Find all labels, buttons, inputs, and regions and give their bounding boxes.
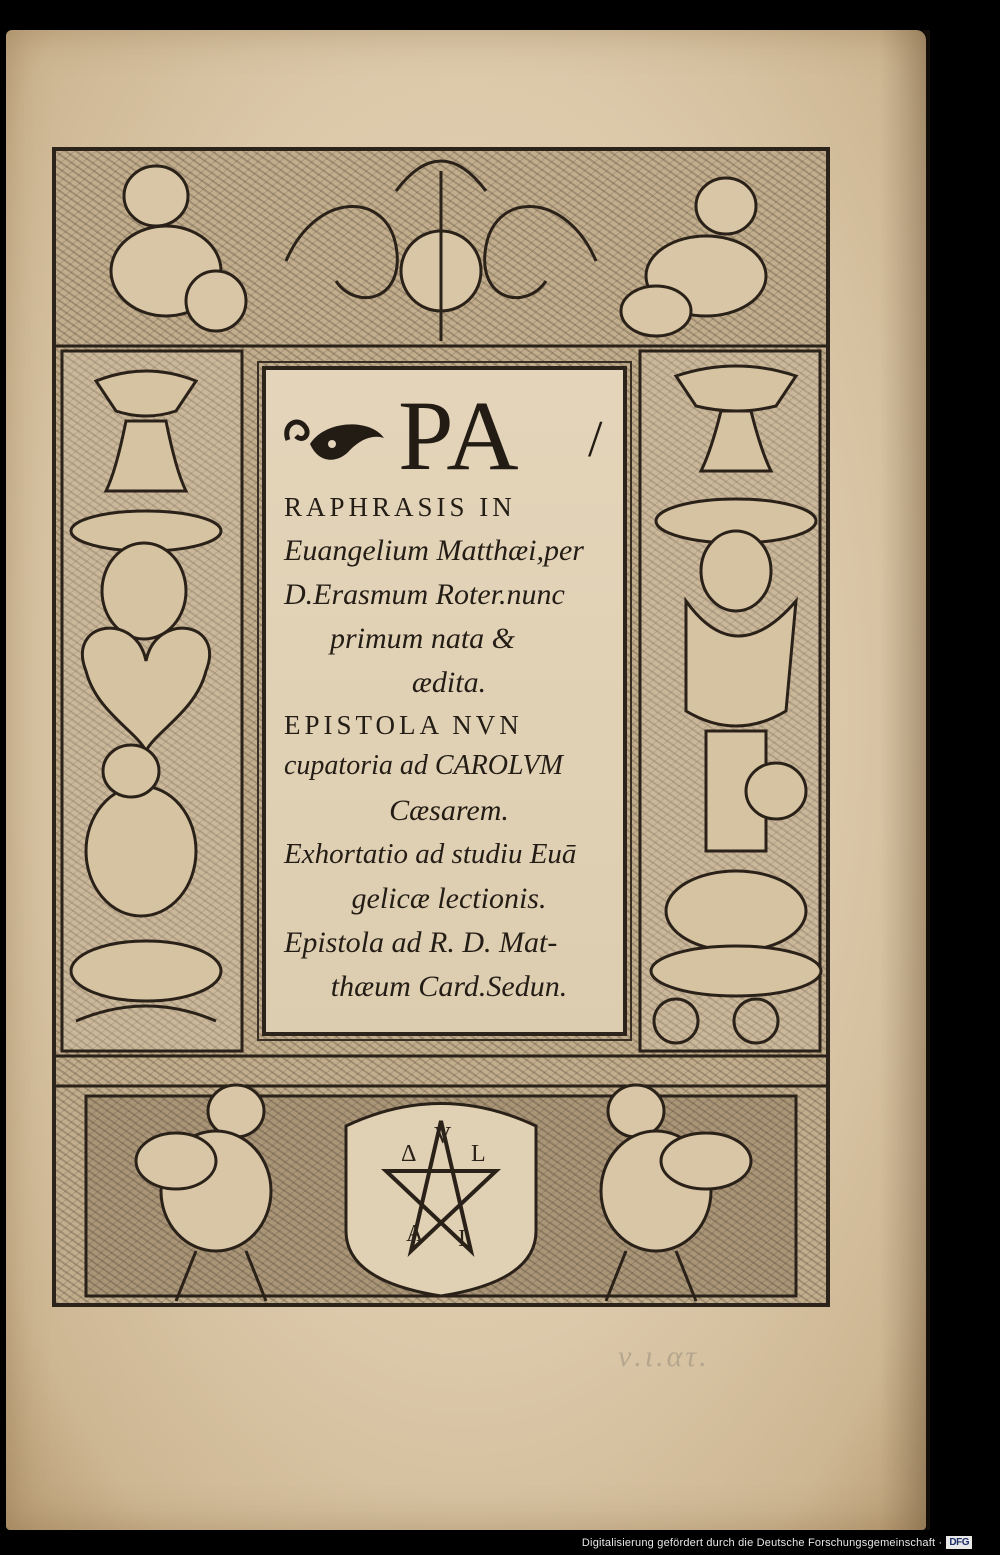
- title-line: Cæsarem.: [389, 794, 509, 827]
- title-line: gelicæ lectionis.: [351, 882, 547, 915]
- credit-text: Digitalisierung gefördert durch die Deutsche Forschungsgemeinschaft ·: [581, 1536, 943, 1549]
- digitization-credit: [582, 1536, 972, 1549]
- emblem-letter: Δ: [401, 1141, 417, 1167]
- title-text-panel: [262, 366, 627, 1036]
- title-line: RAPHRASIS IN: [284, 492, 516, 522]
- title-line: Exhortatio ad studiu Euā: [284, 838, 577, 870]
- title-line: thæum Card.Sedun.: [330, 970, 568, 1003]
- epistola-heading: EPISTOLA NVN: [284, 710, 523, 740]
- title-initial: PA: [398, 380, 521, 491]
- title-line: D.Erasmum Roter.nunc: [284, 578, 565, 611]
- title-line: primum nata &: [330, 622, 516, 655]
- emblem-letter: V: [434, 1123, 452, 1149]
- title-line: ædita.: [411, 666, 487, 699]
- title-slash: /: [588, 411, 603, 468]
- title-line: cupatoria ad CAROLVM: [284, 750, 563, 781]
- title-row: [280, 380, 610, 491]
- emblem-letter: L: [471, 1141, 486, 1167]
- pencil-note: ν.ι.ατ.: [618, 1340, 710, 1373]
- emblem-letter: I: [458, 1226, 466, 1252]
- title-line: Euangelium Matthæi,per: [284, 534, 584, 567]
- emblem-letter: A: [406, 1221, 424, 1247]
- leaf-fleuron-icon: [280, 410, 390, 470]
- page-edge-shadow: [880, 30, 930, 1530]
- dfg-logo: DFG: [946, 1536, 972, 1549]
- title-line: Epistola ad R. D. Mat-: [284, 926, 558, 959]
- woodcut-title-border: [52, 147, 830, 1307]
